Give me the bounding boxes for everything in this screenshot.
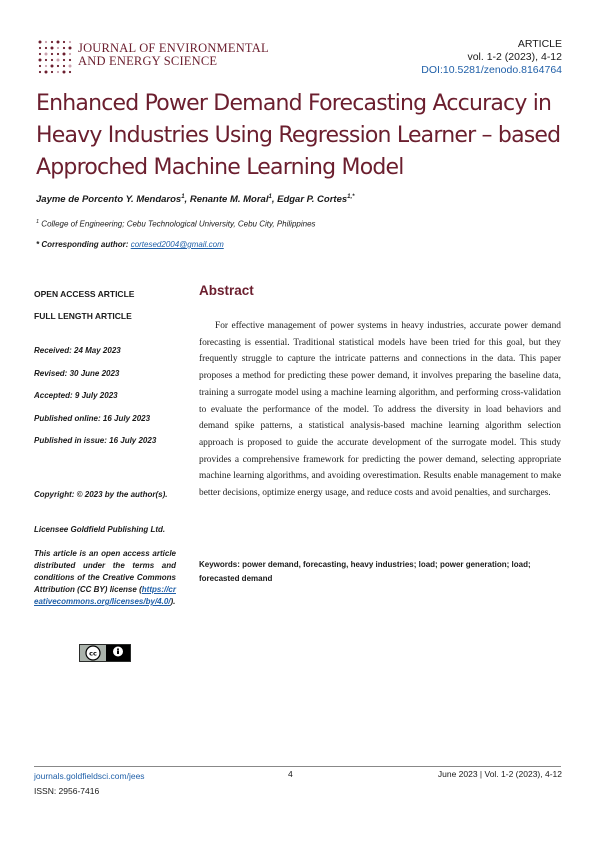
license-block — [34, 524, 176, 608]
affiliation — [36, 219, 316, 229]
author-affiliation-marker: 1,* — [347, 194, 355, 200]
corresponding-author — [36, 240, 224, 249]
cc-by-badge-icon[interactable] — [79, 644, 131, 662]
footer-issue-info: June 2023 | Vol. 1-2 (2023), 4-12 — [437, 769, 562, 779]
license-end: ). — [170, 597, 176, 606]
doi-link[interactable]: DOI:10.5281/zenodo.8164764 — [421, 64, 562, 76]
journal-name — [78, 42, 269, 68]
open-access-label: OPEN ACCESS ARTICLE — [34, 289, 135, 299]
author-name: Renante M. Moral — [189, 194, 269, 206]
article-label: ARTICLE — [517, 38, 562, 50]
article-type-block — [34, 283, 176, 327]
author-affiliation-marker: 1 — [181, 194, 185, 200]
affiliation-marker: 1 — [36, 219, 40, 225]
license-url-link[interactable]: https://creativecommons.org/licenses/by/4.0/ — [34, 585, 176, 606]
publication-date: Accepted: 9 July 2023 — [34, 391, 118, 400]
svg-text:cc: cc — [89, 649, 97, 658]
journal-url-link[interactable]: journals.goldfieldsci.com/jees — [34, 771, 145, 781]
author-list — [36, 194, 355, 205]
author-separator: , — [184, 194, 190, 206]
article-title: Enhanced Power Demand Forecasting Accuracy in Heavy Industries Using Regression Learner – based Approched Machine Learning Model — [36, 91, 561, 180]
affiliation-text: College of Engineering; Cebu Technological University, Cebu City, Philippines — [41, 219, 316, 229]
corresponding-email-link[interactable]: cortesed2004@gmail.com — [130, 240, 224, 249]
publication-dates — [34, 340, 176, 453]
author-separator: , — [271, 194, 278, 206]
issn: ISSN: 2956-7416 — [34, 786, 100, 796]
author-name: Jayme de Porcento Y. Mendaros — [36, 194, 182, 206]
licensee: Licensee Goldfield Publishing Ltd. — [34, 525, 166, 534]
article-meta — [421, 38, 562, 77]
author-name: Edgar P. Cortes — [277, 194, 348, 206]
corresponding-label: * Corresponding author: — [36, 240, 129, 249]
article-type-label: FULL LENGTH ARTICLE — [34, 311, 132, 321]
volume-info: vol. 1-2 (2023), 4-12 — [467, 51, 562, 63]
author-affiliation-marker: 1 — [268, 194, 272, 200]
abstract-body: For effective management of power systems in heavy industries, accurate power demand forecasting is essential. Traditional statistical models have been tried for this goal, but they frequently struggle to capture the intricate patterns and connections in the data. This paper proposes a method for predicting these power demand, it involves preparing the baseline data, training a surrogate model using a machine learning algorithm, and performing cross-validation to evaluate the performance of the model. To address the diversity in load behaviors and demand spike patterns, a statistical analysis-based machine learning algorithm selection approach is proposed to guide the accurate development of the surrogate model. This study provides a comprehensive framework for predicting the power demand, selecting appropriate machine learning algorithms, and avoiding overestimation. Results enable management to make better decisions, optimize energy usage, and reduce costs and avoid penalties, and surcharges. — [199, 321, 561, 499]
abstract-heading: Abstract — [199, 283, 254, 298]
footer-left — [34, 769, 145, 799]
license-text: This article is an open access article distributed under the terms and conditions of the Creative Commons Attribution (CC BY) license — [34, 549, 176, 594]
keywords: Keywords: power demand, forecasting, heavy industries; load; power generation; load; forecasted demand — [199, 560, 531, 583]
journal-name-line1: JOURNAL OF ENVIRONMENTAL — [78, 41, 269, 55]
license-statement: This article is an open access article distributed under the terms and conditions of the Creative Commons Attribution (CC BY) license (https://creativecommons.org/licenses/by/4.0/). — [34, 549, 176, 606]
journal-name-line2: AND ENERGY SCIENCE — [78, 54, 218, 68]
publication-date: Revised: 30 June 2023 — [34, 368, 120, 378]
publication-date: Published in issue: 16 July 2023 — [34, 436, 157, 445]
page-number: 4 — [288, 769, 293, 779]
publication-date: Published online: 16 July 2023 — [34, 413, 151, 423]
journal-logo-icon — [37, 39, 73, 75]
footer-divider — [34, 766, 561, 767]
copyright-notice: Copyright: © 2023 by the author(s). — [34, 490, 168, 499]
publication-date: Received: 24 May 2023 — [34, 346, 121, 355]
